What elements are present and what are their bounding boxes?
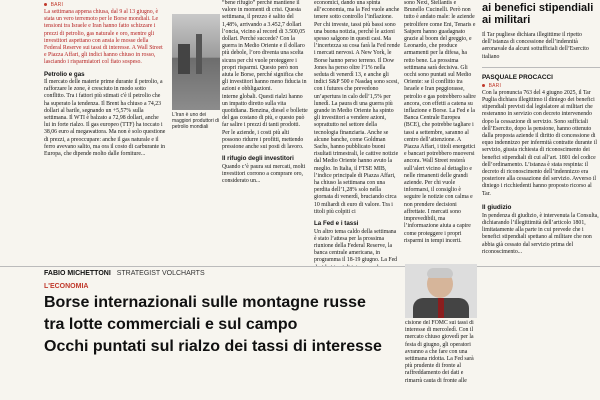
oil-industry-photo (172, 14, 220, 110)
article-body-continuation: interne globali. Questi rialzi hanno un impatto diretto sulla vita quotidiana. Benzina, diesel e bollette del gas costano di più, e questo può far salire i prezzi di tanti prodotti. Per le aziende, i costi più alti possono ridurre i profitti, mettendo pressione anche sui posti di lavoro. (222, 93, 308, 151)
right-author: PASQUALE PROCACCI (482, 73, 553, 81)
article-lead: La settimana appena chiusa, dal 9 al 13 giugno, è stata un vero terremoto per le Borse mondiali. Le tensioni tra Israele e Iran hanno fatto schizzare i prezzi di petrolio, gas naturale e oro, mentre gli investitori aspettano con ansia le mosse della Federal Reserve sui tassi di interesse. A Wall Street e Piazza Affari, gli indici hanno chiuso in rosso, lasciando i risparmiatori col fiato sospeso. (44, 9, 163, 66)
article-body-rifugio: Quando c’è paura sui mercati, molti investitori corrono a comprare oro, considerato un... (222, 163, 306, 185)
article-column-c (222, 0, 308, 266)
kicker-text: BARI (50, 2, 64, 8)
headline-line-3: Occhi puntati sul rialzo dei tassi di interesse (44, 338, 382, 355)
kicker-location (44, 2, 166, 8)
article-body-fomc: cisione del FOMC sui tassi di interesse di mercoledì. Con il mercato chiuso giovedì per la festa di giugno, gli operatori avranno a che fare con una settimana ridotta. La Fed sarà più prudente di fronte al raffreddamento dei dati e rimarrà cauta di fronte alle (405, 320, 474, 384)
section-label: L'ECONOMIA (44, 283, 89, 290)
article-body-borse: sono Nexi, Stellantis e Brunello Cucinelli. Però non tutto è andato male: le aziende petrolifere come Eni, Tenaris e Saipem hanno guadagnato grazie al boom del greggio, e Leonardo, che produce armamenti per la difesa, ha retto bene. La prossima settimana sarà decisiva. Gli occhi sono puntati sul Medio Oriente: se il conflitto tra Israele e Iran peggiorasse, petrolio e gas potrebbero salire ancora, con effetti a catena su inflazione e Borse. La Fed e la Banca Centrale Europea (BCE), che potrebbe tagliare i tassi a settembre, saranno al centro dell’attenzione. A Piazza Affari, i titoli energetici e bancari potrebbero muoversi ancora. Wall Street resterà sull’alert vicino al dettaglio e nelle rimanenti delle grandi aziende. Per chi vuole informarsi, il consiglio è seguire le notizie con calma e non prendere decisioni affrettate. I mercati sono imprevedibili, ma l’informazione aiuta a capire come proteggere i propri risparmi in tempi incerti. (404, 0, 476, 244)
article-column-e (404, 0, 476, 266)
author-role: STRATEGIST VOLCHARTS (116, 270, 205, 277)
main-headline (44, 292, 404, 358)
section-divider (0, 266, 600, 267)
headline-line-2: tra lotte commerciali e sul campo (44, 316, 298, 333)
right-article-body-giudizio: In pendenza di giudizio, è intervenuta la Consulta, dichiarando l’illegittimità dell’articolo 1801, limitatamente alla parte in cui prevede che i benefici stipendiali spettano al militare che non abbia già cessato dal servizio prima del riconoscimento... (482, 212, 599, 255)
right-article-deck: Il Tar pugliese dichiara illegittime il ripetto dell’istanza di concessione dell’indennità aeronavale da alcuni sottufficiali dell’Esercito italiano (482, 32, 589, 60)
right-divider (482, 67, 600, 68)
photo-caption: L’Iran è uno dei maggiori produttori di petrolio mondiali (172, 112, 219, 130)
subheading-rifugio: Il rifugio degli investitori (222, 155, 294, 163)
article-body-petrolio: Il mercato delle materie prime durante il petrolio, a rafforzare le zone, è cresciuto in modo sotto conflitto. Tra i fattori più stimati c'è il petrolio che ha superato la tendenza. Il Brent ha chiuso a 74,23 dollari al barile, segnando un +5,57% sulla settimana. Il WTI è balzato a 72,98 dollari, anche lui in forte rialzo. Il gas europeo (TTF) ha toccato i 38,06 euro al megawattora. Ma non è solo questione di prezzi, a preoccupare: anche il gas naturale e il ferro avevano salito, ma ora il costo di carburante in Europa, che dipende molto dalle forniture... (44, 79, 166, 158)
article-column-a (44, 0, 166, 266)
portrait-hair (427, 268, 453, 278)
subheading-fed-tassi: La Fed e i tassi (314, 220, 359, 228)
article-body-oro: “bene rifugio” perché mantiene il valore in momenti di crisi. Questa settimana, il prezzo è salito del 1,48%, arrivando a 3.452,7 dollari l’oncia, vicino al record di 3.500,05 dollari. Perché succede? Con la guerra in Medio Oriente e il dollaro più debole, l’oro diventa una scelta sicura per chi vuole proteggere i propri risparmi. Questo però non aiuta le Borse, perché significa che gli investitori hanno meno fiducia in azioni e obbligazioni. (222, 0, 307, 93)
headline-line-1: Borse internazionali sulle montagne russe (44, 294, 366, 311)
byline (44, 270, 205, 277)
author-portrait (405, 264, 477, 318)
portrait-tie (438, 298, 444, 318)
right-article-title: ai benefici stipendiali ai militari (482, 2, 594, 26)
article-body-fed-tassi: Un altro tema caldo della settimana è stato l’attesa per la prossima riunione della Federal Reserve, la banca centrale americana, in programma il 18-19 giugno. La Fed (314, 228, 398, 264)
location-pin-icon (482, 84, 485, 87)
right-column (482, 0, 600, 400)
author-name: FABIO MICHETTONI (44, 270, 111, 277)
article-body-after-portrait (405, 320, 477, 400)
article-column-d (314, 0, 400, 266)
right-kicker (482, 83, 600, 89)
right-article-body: Con la pronuncia 763 del 4 giugno 2025, il Tar Puglia dichiara illegittimo il diniego dei benefici stipendiali previsti dal legislatore ai militari che resteranno in servizio con decreto intervenendo dopo la cessazione di servizio. Sono sufficiali dell’Esercito, dopo la pensione, hanno ottenuto dalla proposta aziende il diritto di concessione di equo indennizzo per infermità contratte durante il servizio, giusta richiesta di riconoscimento dei benefici stipendiali di cui all’art. 1801 del codice dell’ordinamento. L’istanza è stata respinta: il decreto di riconoscimento dell’indennizzo era posteriore alla cessazione del servizio. Avverso il diniego i ricchiedenti hanno proposto ricorso al Tar. (482, 89, 597, 197)
subheading-petrolio-gas: Petrolio e gas (44, 70, 85, 78)
right-subheading-giudizio: Il giudizio (482, 203, 512, 211)
right-kicker-text: BARI (488, 82, 502, 89)
location-pin-icon (44, 3, 47, 6)
article-body-fed: economici, dando una spinta all’economia, ma la Fed vuole anche tenere sotto controllo l’inflazione. Per chi investe, tassi più bassi sono una buona notizia, perché le azioni spesso salgono in questi casi. Ma l’incertezza su cosa farà la Fed rende i mercati nervosi. A New York, le Borse hanno perso terreno. Il Dow Jones ha perso oltre l’1% nella seduta di venerdì 13, e anche gli indici S&P 500 e Nasdaq sono scesi, con i futures che prevedono un’apertura in calo dell’1,5% per lunedì. La paura di una guerra più grande in Medio Oriente ha spinto gli investitori a vendere azioni, soprattutto nel settore della tecnologia finanziaria. Anche se alcune banche, come Goldman Sachs, hanno pubblicato buoni risultati trimestrali, le cattive notizie dal Medio Oriente hanno avuto la meglio. In Italia, il FTSE MIB, l’indice principale di Piazza Affari, ha chiuso la settimana con una perdita dell’1,28% solo nella giornata di venerdì, bruciando circa 10 miliardi di euro di valore. Tra i titoli più colpiti ci (314, 0, 400, 215)
